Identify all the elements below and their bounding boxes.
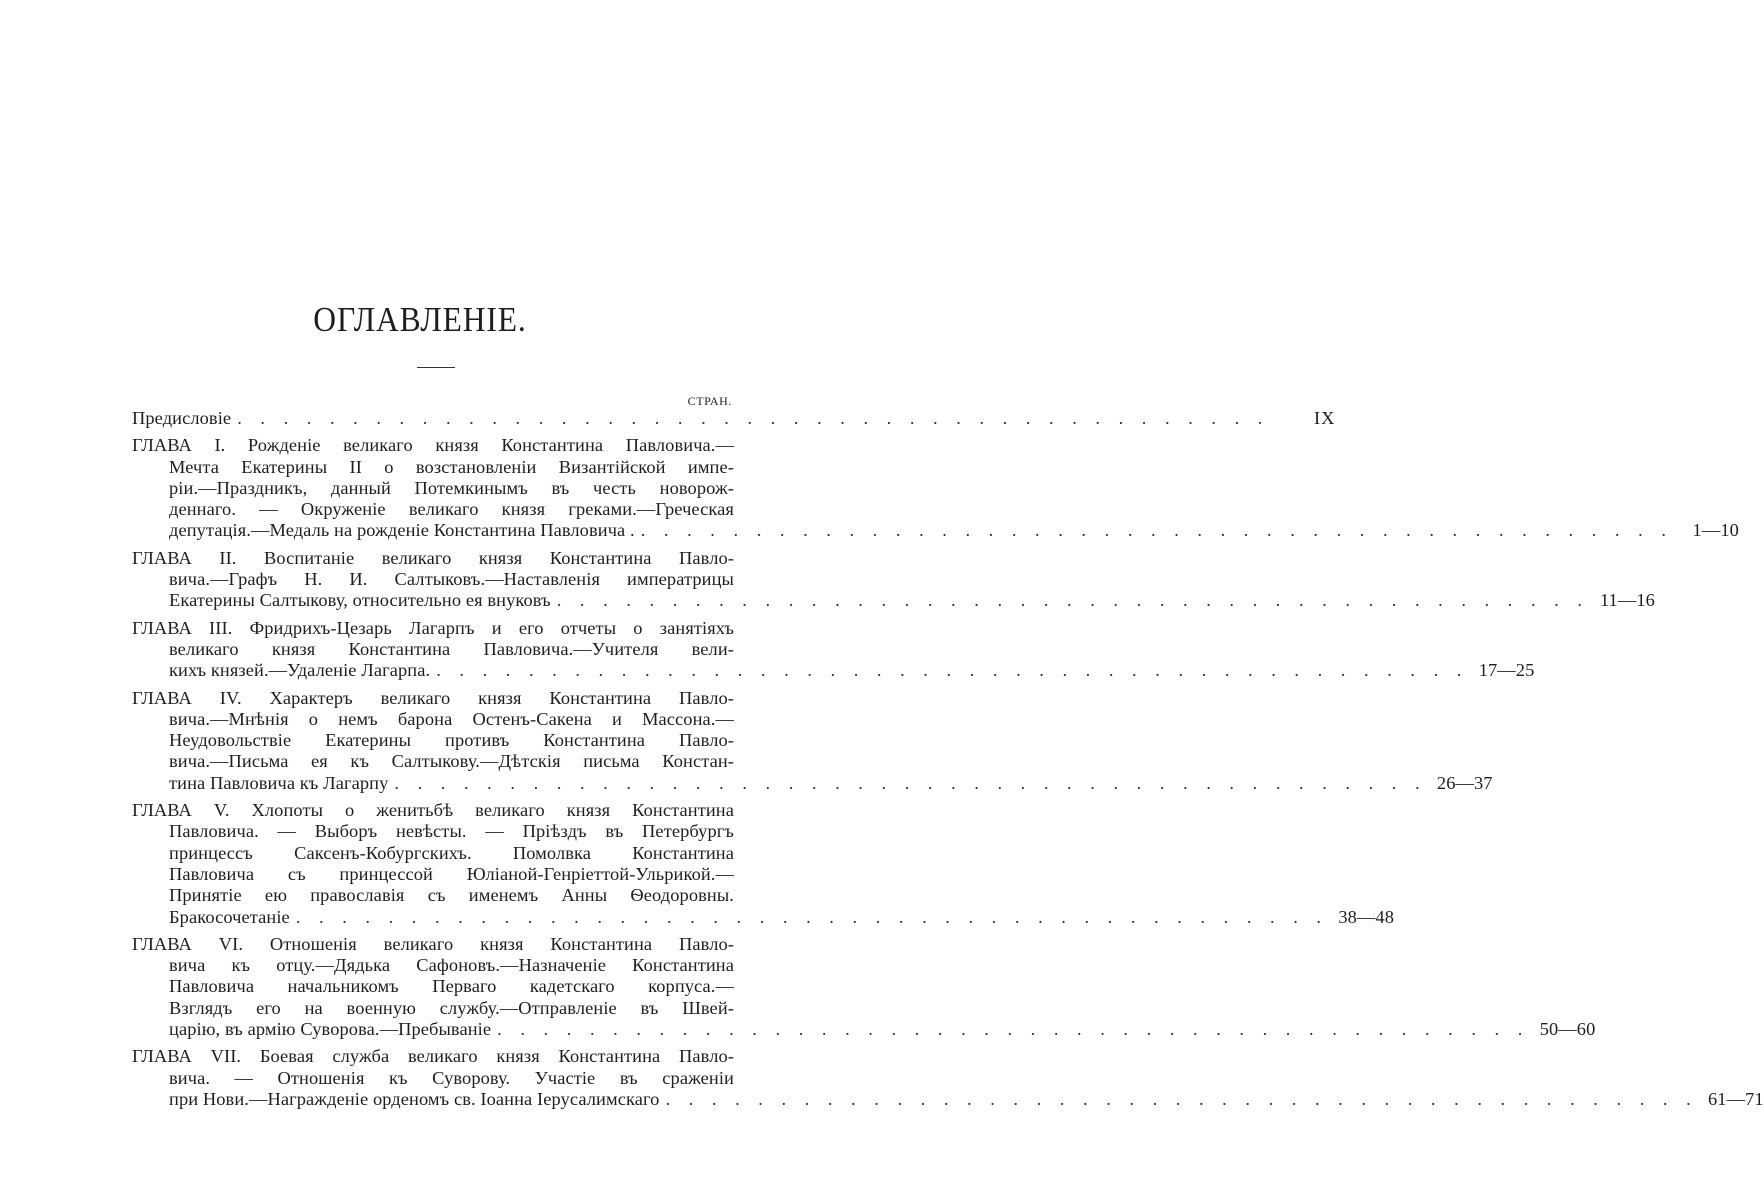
toc-line xyxy=(132,618,734,639)
toc-page-number: 38—48 xyxy=(1338,906,1395,927)
toc-page-number: IX xyxy=(1313,408,1336,428)
dot-leader: . . . . . . . . . . . . . . . . . . . . . . . . . . . . . . . . . . . . . . . . . . . . . xyxy=(237,408,1270,428)
toc-page-number: 26—37 xyxy=(1436,772,1493,793)
toc-line xyxy=(132,1019,1596,1040)
toc-line-text: деннаго. — Окруженіе великаго князя греками.—Греческая xyxy=(169,499,734,520)
toc-entry xyxy=(132,547,1655,612)
toc-line-text: Павловича съ принцессой Юліаной-Генріеттой-Ульрикой.— xyxy=(169,863,734,884)
toc-line xyxy=(132,885,734,906)
page-column-header: СТРАН. xyxy=(687,394,732,408)
toc-line-text: при Нови.—Награжденіе орденомъ св. Іоанна Іерусалимскаго xyxy=(169,1088,660,1109)
toc-page-number: 50—60 xyxy=(1539,1019,1596,1040)
toc-line-text: царію, въ армію Суворова.—Пребываніе xyxy=(169,1019,492,1040)
toc-entry xyxy=(132,933,1596,1040)
toc-line xyxy=(132,751,734,772)
toc-line xyxy=(132,660,1535,681)
toc-line-text: ГЛАВА VI. Отношенія великаго князя Константина Павло- xyxy=(132,933,734,954)
toc-line-text: вича. — Отношенія къ Суворову. Участіе въ сраженіи xyxy=(169,1067,734,1088)
page-title: ОГЛАВЛЕНІЕ. xyxy=(313,300,527,339)
toc-line-text: ГЛАВА V. Хлопоты о женитьбѣ великаго князя Константина xyxy=(132,800,734,821)
toc-line xyxy=(132,864,734,885)
toc-line xyxy=(132,772,1493,794)
toc-line xyxy=(132,934,734,955)
toc-entry xyxy=(132,617,1535,682)
toc-line-text: вича.—Мнѣнія о немъ барона Остенъ-Сакена и Массона.— xyxy=(169,708,734,729)
dot-leader: . . . . . . . . . . . . . . . . . . . . . . . . . . . . . . . . . . . . . . . . . . . . . xyxy=(640,520,1673,541)
toc-line-text: Бракосочетаніе xyxy=(169,906,290,927)
toc-line xyxy=(132,499,734,520)
toc-line xyxy=(132,408,1336,429)
toc-entry xyxy=(132,800,1395,928)
toc-line xyxy=(132,435,734,456)
toc-line xyxy=(132,906,1395,928)
toc-line xyxy=(132,730,734,751)
dot-leader: . . . . . . . . . . . . . . . . . . . . . . . . . . . . . . . . . . . . . . . . . . . . . xyxy=(295,906,1329,927)
dot-leader: . . . . . . . . . . . . . . . . . . . . . . . . . . . . . . . . . . . . . . . . . . . . . xyxy=(497,1019,1530,1040)
toc-line xyxy=(132,1068,734,1089)
toc-line-text: ріи.—Праздникъ, данный Потемкинымъ въ честь новорож- xyxy=(169,477,734,498)
toc-line xyxy=(132,998,734,1019)
table-of-contents xyxy=(132,408,1764,1110)
toc-line xyxy=(132,800,734,821)
toc-line-text: вича.—Графъ Н. И. Салтыковъ.—Наставленія императрицы xyxy=(169,569,734,590)
toc-line xyxy=(132,976,734,997)
toc-line-text: ГЛАВА III. Фридрихъ-Цезарь Лагарпъ и его отчеты о занятіяхъ xyxy=(132,617,734,638)
toc-line-text: тина Павловича къ Лагарпу xyxy=(169,772,389,793)
toc-line xyxy=(132,457,734,478)
toc-line xyxy=(132,478,734,499)
toc-entry xyxy=(132,687,1493,794)
toc-entry xyxy=(132,435,1739,541)
toc-line-text: вича къ отцу.—Дядька Сафоновъ.—Назначеніе Константина xyxy=(169,955,734,976)
toc-page-number: 61—71 xyxy=(1708,1088,1764,1109)
toc-page-number: 11—16 xyxy=(1599,590,1655,611)
title-rule xyxy=(417,367,455,368)
toc-line xyxy=(132,639,734,660)
toc-line-text: вича.—Письма ея къ Салтыкову.—Дѣтскія письма Констан- xyxy=(169,751,734,772)
toc-line-text: депутація.—Медаль на рожденіе Константина Павловича . xyxy=(169,520,635,541)
toc-line xyxy=(132,569,734,590)
toc-line xyxy=(132,709,734,730)
toc-line-text: Екатерины Салтыкову, относительно ея внуковъ xyxy=(169,590,551,611)
toc-line-text: Павловича. — Выборъ невѣсты. — Пріѣздъ въ Петербургъ xyxy=(169,821,734,842)
toc-line-text: ГЛАВА VII. Боевая служба великаго князя Константина Павло- xyxy=(132,1046,734,1067)
toc-line xyxy=(132,1046,734,1067)
toc-page-number: 17—25 xyxy=(1478,660,1535,681)
dot-leader: . . . . . . . . . . . . . . . . . . . . . . . . . . . . . . . . . . . . . . . . . . . . . xyxy=(394,772,1427,793)
toc-line-text: ГЛАВА I. Рожденіе великаго князя Константина Павловича.— xyxy=(132,435,734,456)
toc-line-text: принцессъ Саксенъ-Кобургскихъ. Помолвка Константина xyxy=(169,842,734,863)
toc-entry xyxy=(132,1046,1764,1110)
toc-line xyxy=(132,590,1655,611)
toc-line-text: Мечта Екатерины II о возстановленіи Византійской импе- xyxy=(169,456,734,477)
toc-line-text: Неудовольствіе Екатерины противъ Константина Павло- xyxy=(169,730,734,751)
toc-line-text: Предисловіе xyxy=(132,408,232,428)
toc-line xyxy=(132,548,734,569)
toc-line-text: Взглядъ его на военную службу.—Отправленіе въ Швей- xyxy=(169,997,734,1018)
toc-line-text: Принятіе ею православія съ именемъ Анны Ѳеодоровны. xyxy=(169,885,734,906)
dot-leader: . . . . . . . . . . . . . . . . . . . . . . . . . . . . . . . . . . . . . . . . . . . . . xyxy=(436,660,1469,681)
toc-page-number: 1—10 xyxy=(1692,520,1739,541)
toc-line xyxy=(132,1088,1764,1110)
toc-line xyxy=(132,688,734,709)
toc-line xyxy=(132,843,734,864)
toc-line-text: кихъ князей.—Удаленіе Лагарпа. xyxy=(169,660,431,681)
toc-line-text: ГЛАВА IV. Характеръ великаго князя Константина Павло- xyxy=(132,687,734,708)
toc-line xyxy=(132,520,1739,541)
toc-entry xyxy=(132,408,1336,429)
toc-line-text: великаго князя Константина Павловича.—Учителя вели- xyxy=(169,638,734,659)
dot-leader: . . . . . . . . . . . . . . . . . . . . . . . . . . . . . . . . . . . . . . . . . . . . . xyxy=(665,1088,1698,1109)
toc-line xyxy=(132,821,734,842)
toc-line-text: ГЛАВА II. Воспитаніе великаго князя Константина Павло- xyxy=(132,547,734,568)
toc-line-text: Павловича начальникомъ Перваго кадетскаго корпуса.— xyxy=(169,976,734,997)
toc-line xyxy=(132,955,734,976)
dot-leader: . . . . . . . . . . . . . . . . . . . . . . . . . . . . . . . . . . . . . . . . . . . . . xyxy=(556,590,1589,611)
